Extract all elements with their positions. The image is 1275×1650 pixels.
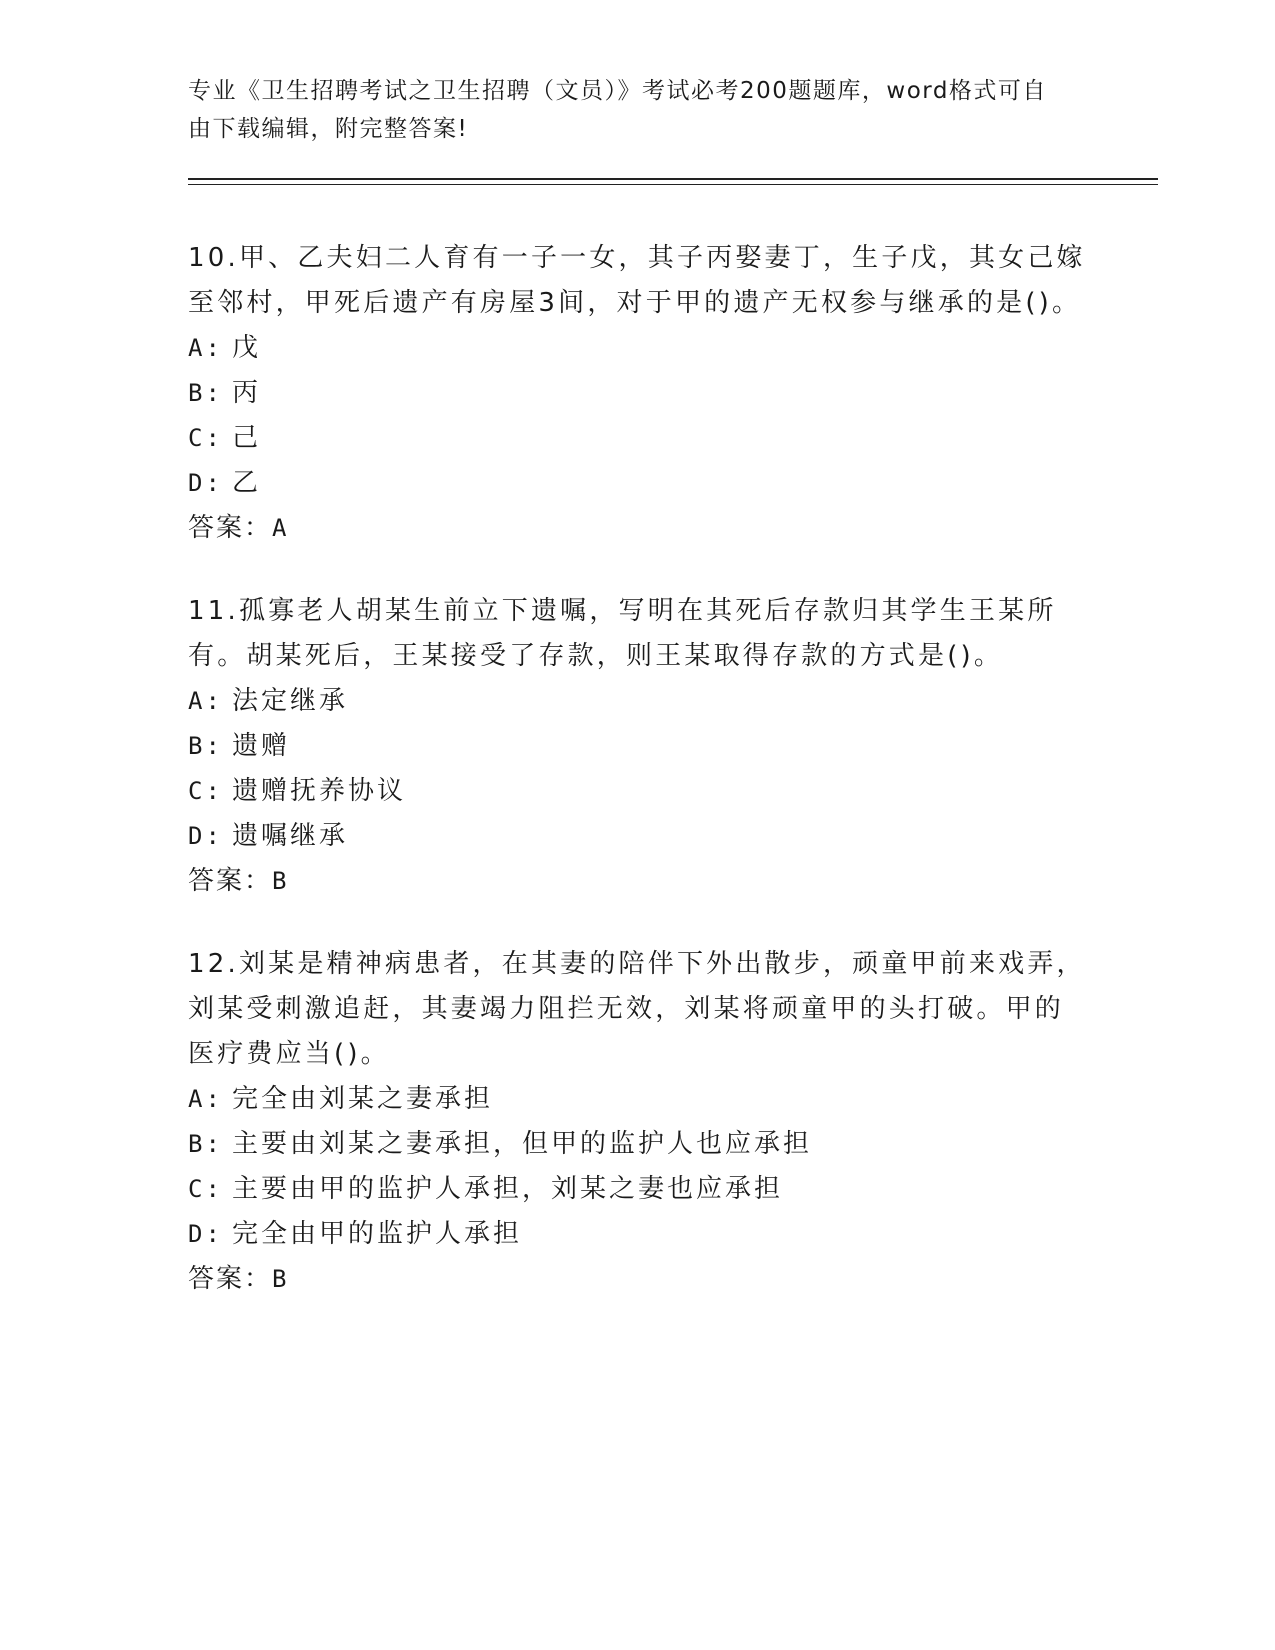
answer-value: A: [272, 514, 289, 542]
header-divider-thick: [188, 178, 1158, 180]
header-divider-thin: [188, 184, 1158, 185]
option-letter: D:: [188, 822, 223, 850]
option-text: 法定继承: [232, 686, 349, 716]
question-stem: 10.甲、乙夫妇二人育有一子一女，其子丙娶妻丁，生子戊，其女己嫁至邻村，甲死后遗产有房屋3间，对于甲的遗产无权参与继承的是()。: [188, 243, 1086, 318]
answer-label: 答案：: [188, 513, 273, 543]
option-letter: A:: [188, 1085, 223, 1113]
option-c: [188, 769, 1088, 814]
answer-value: B: [272, 867, 289, 895]
question-stem: 11.孤寡老人胡某生前立下遗嘱，写明在其死后存款归其学生王某所有。胡某死后，王某接受了存款，则王某取得存款的方式是()。: [188, 596, 1057, 671]
question-stem: 12.刘某是精神病患者，在其妻的陪伴下外出散步，顽童甲前来戏弄，刘某受刺激追赶，其妻竭力阻拦无效，刘某将顽童甲的头打破。甲的医疗费应当()。: [188, 949, 1086, 1069]
option-letter: D:: [188, 1220, 223, 1248]
option-d: [188, 461, 1088, 506]
option-text: 乙: [232, 468, 262, 498]
answer-line: [188, 859, 1088, 904]
option-text: 完全由甲的监护人承担: [232, 1219, 523, 1249]
answer-label: 答案：: [188, 1264, 273, 1294]
option-text: 遗赠: [232, 731, 291, 761]
option-letter: A:: [188, 687, 223, 715]
question-list: [188, 236, 1088, 1340]
option-b: [188, 371, 1088, 416]
option-d: [188, 814, 1088, 859]
answer-label: 答案：: [188, 866, 273, 896]
option-b: [188, 1122, 1088, 1167]
option-c: [188, 416, 1088, 461]
option-d: [188, 1212, 1088, 1257]
answer-line: [188, 506, 1088, 551]
option-text: 完全由刘某之妻承担: [232, 1084, 494, 1114]
option-letter: B:: [188, 732, 223, 760]
question-10: [188, 236, 1088, 551]
option-text: 丙: [232, 378, 262, 408]
option-letter: B:: [188, 379, 223, 407]
option-letter: A:: [188, 334, 223, 362]
question-11: [188, 589, 1088, 904]
answer-line: [188, 1257, 1088, 1302]
option-letter: D:: [188, 469, 223, 497]
option-text: 遗赠抚养协议: [232, 776, 407, 806]
option-text: 遗嘱继承: [232, 821, 349, 851]
option-a: [188, 326, 1088, 371]
option-a: [188, 679, 1088, 724]
question-12: [188, 942, 1088, 1302]
answer-value: B: [272, 1265, 289, 1293]
option-text: 己: [232, 423, 262, 453]
option-letter: C:: [188, 777, 223, 805]
option-letter: C:: [188, 424, 223, 452]
option-letter: B:: [188, 1130, 223, 1158]
option-c: [188, 1167, 1088, 1212]
option-b: [188, 724, 1088, 769]
option-letter: C:: [188, 1175, 223, 1203]
option-text: 戊: [232, 333, 262, 363]
option-a: [188, 1077, 1088, 1122]
option-text: 主要由甲的监护人承担，刘某之妻也应承担: [232, 1174, 784, 1204]
option-text: 主要由刘某之妻承担，但甲的监护人也应承担: [232, 1129, 813, 1159]
document-header: 专业《卫生招聘考试之卫生招聘（文员）》考试必考200题题库，word格式可自由下载编辑，附完整答案!: [188, 78, 1047, 142]
